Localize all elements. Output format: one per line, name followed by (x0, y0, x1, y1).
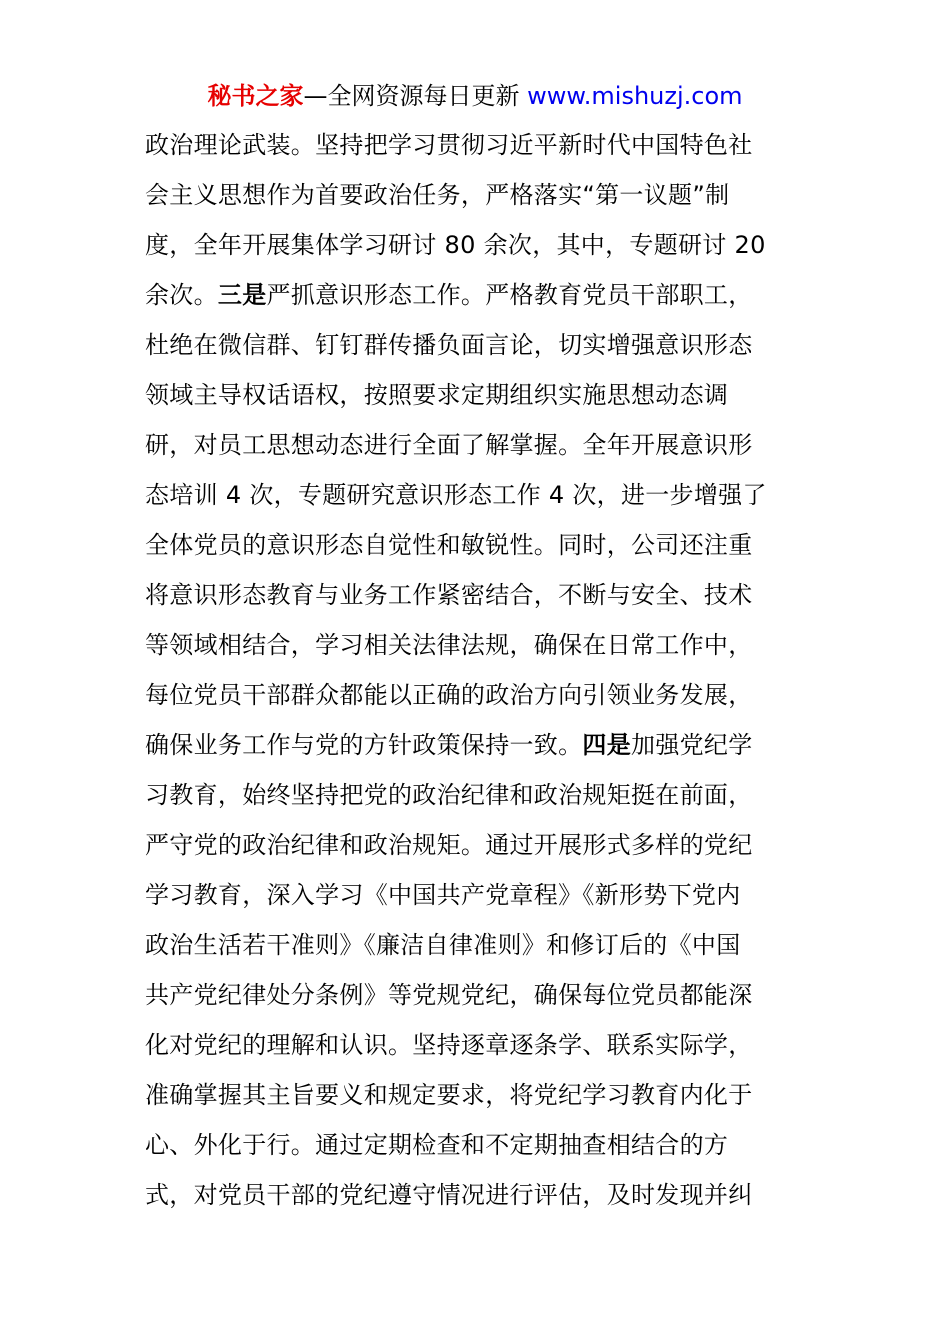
text-line (145, 370, 825, 420)
item-marker: 三是 (217, 281, 267, 309)
text-line (145, 1170, 825, 1220)
brand-name: 秘书之家 (207, 82, 304, 110)
text-segment: 政治生活若干准则》《廉洁自律准则》和修订后的《中国 (145, 931, 741, 959)
text-segment: 余次。 (145, 281, 218, 309)
text-line (145, 170, 825, 220)
text-segment: 等领域相结合，学习相关法律法规，确保在日常工作中， (145, 631, 753, 659)
text-line (145, 670, 825, 720)
text-segment: 式，对党员干部的党纪遵守情况进行评估，及时发现并纠 (145, 1181, 753, 1209)
text-segment: 加强党纪学 (631, 731, 753, 759)
text-segment: 准确掌握其主旨要义和规定要求，将党纪学习教育内化于 (145, 1081, 753, 1109)
text-line (145, 870, 825, 920)
text-segment: 领域主导权话语权，按照要求定期组织实施思想动态调 (145, 381, 729, 409)
text-segment: 每位党员干部群众都能以正确的政治方向引领业务发展， (145, 681, 753, 709)
text-segment: 严守党的政治纪律和政治规矩。通过开展形式多样的党纪 (145, 831, 753, 859)
text-line (145, 570, 825, 620)
text-line (145, 820, 825, 870)
text-line (145, 520, 825, 570)
text-line (145, 970, 825, 1020)
page-header (0, 80, 950, 112)
text-line (145, 770, 825, 820)
text-line (145, 120, 825, 170)
item-marker: 四是 (582, 731, 632, 759)
text-line (145, 270, 825, 320)
text-line (145, 920, 825, 970)
text-segment: 共产党纪律处分条例》等党规党纪，确保每位党员都能深 (145, 981, 753, 1009)
text-segment: 全体党员的意识形态自觉性和敏锐性。同时，公司还注重 (145, 531, 753, 559)
text-line (145, 1020, 825, 1070)
text-segment: 度，全年开展集体学习研讨 80 余次，其中，专题研讨 20 (145, 231, 766, 259)
document-body (145, 120, 825, 1220)
text-segment: 态培训 4 次，专题研究意识形态工作 4 次，进一步增强了 (145, 481, 767, 509)
text-segment: 会主义思想作为首要政治任务，严格落实“第一议题”制 (145, 181, 730, 209)
text-segment: 政治理论武装。坚持把学习贯彻习近平新时代中国特色社 (145, 131, 753, 159)
text-segment: 确保业务工作与党的方针政策保持一致。 (145, 731, 583, 759)
text-line (145, 470, 825, 520)
text-segment: 研，对员工思想动态进行全面了解掌握。全年开展意识形 (145, 431, 753, 459)
text-line (145, 320, 825, 370)
text-segment: 将意识形态教育与业务工作紧密结合，不断与安全、技术 (145, 581, 753, 609)
text-segment: 化对党纪的理解和认识。坚持逐章逐条学、联系实际学， (145, 1031, 753, 1059)
text-line (145, 620, 825, 670)
text-line (145, 1070, 825, 1120)
text-line (145, 220, 825, 270)
text-segment: 严抓意识形态工作。严格教育党员干部职工， (266, 281, 753, 309)
text-segment: 学习教育，深入学习《中国共产党章程》《新形势下党内 (145, 881, 741, 909)
text-line (145, 720, 825, 770)
site-url[interactable]: www.mishuzj.com (527, 82, 743, 110)
text-segment: 心、外化于行。通过定期检查和不定期抽查相结合的方 (145, 1131, 729, 1159)
text-line (145, 1120, 825, 1170)
text-line (145, 420, 825, 470)
header-tagline: —全网资源每日更新 (303, 82, 528, 110)
text-segment: 杜绝在微信群、钉钉群传播负面言论，切实增强意识形态 (145, 331, 753, 359)
text-segment: 习教育，始终坚持把党的政治纪律和政治规矩挺在前面， (145, 781, 753, 809)
